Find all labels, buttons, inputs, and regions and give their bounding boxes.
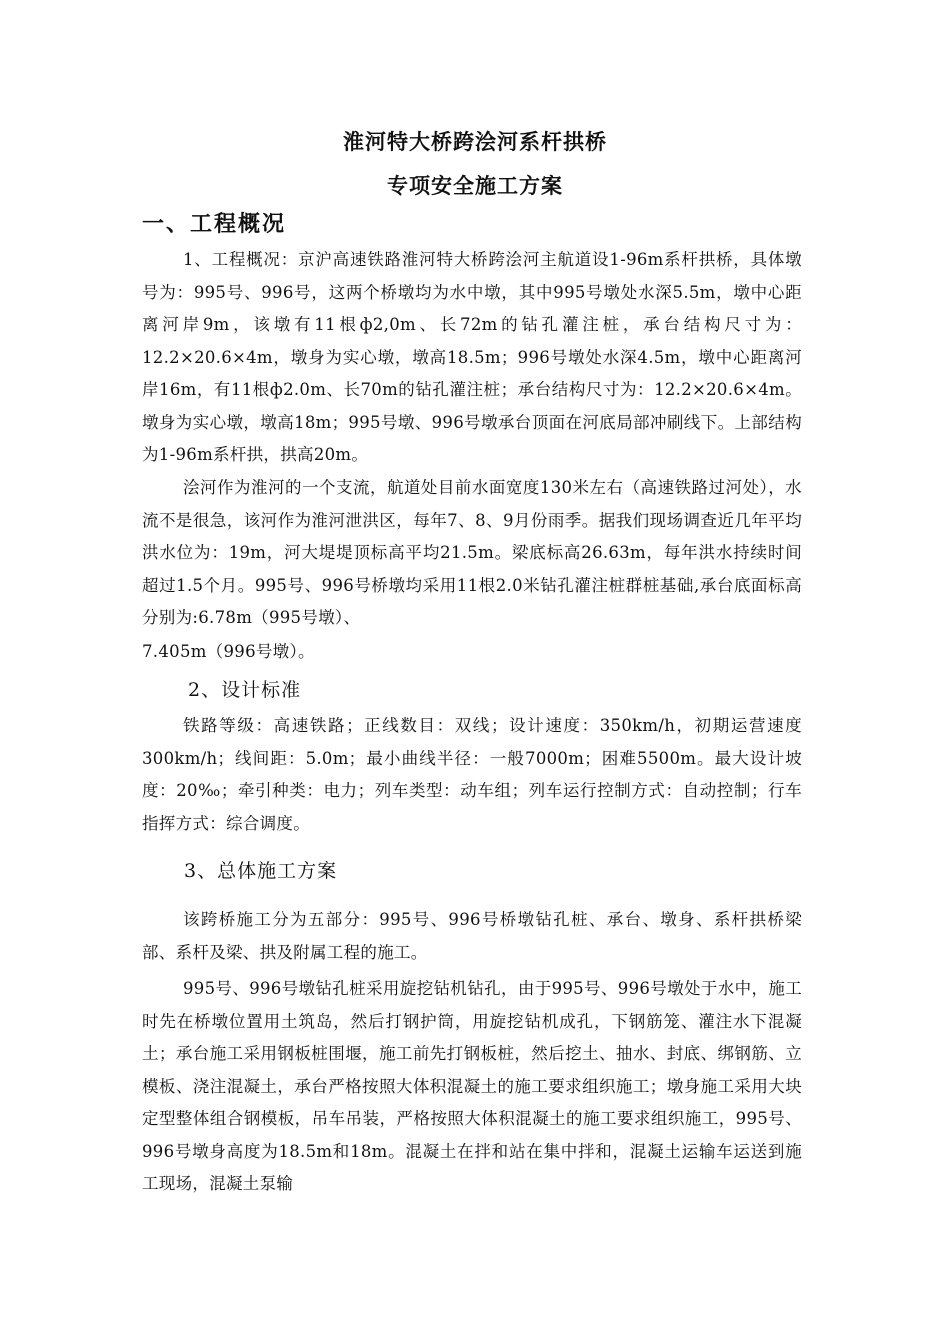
document-title: 淮河特大桥跨浍河系杆拱桥 <box>343 129 607 154</box>
subheading-design-standard: 2、设计标准 <box>188 679 302 701</box>
paragraph-design-standard: 铁路等级：高速铁路；正线数目：双线；设计速度：350km/h，初期运营速度300km/h；线间距：5.0m；最小曲线半径：一般7000m；困难5500m。最大设计坡度：20‰；牵引种类：电力；列车类型：动车组；列车运行控制方式：自动控制；行车指挥方式：综合调度。 <box>142 716 802 833</box>
paragraph-river-conditions-tail: 7.405m（996号墩）。 <box>142 642 315 661</box>
document-subtitle: 专项安全施工方案 <box>387 173 563 198</box>
section-heading-overview: 一、工程概况 <box>142 211 287 237</box>
paragraph-river-conditions: 浍河作为淮河的一个支流，航道处目前水面宽度130米左右（高速铁路过河处），水流不是很急，该河作为淮河泄洪区，每年7、8、9月份雨季。据我们现场调查近几年平均洪水位为：19m，河大堤堤顶标高平均21.5m。梁底标高26.63m，每年洪水持续时间超过1.5个月。995号、996号桥墩均采用11根2.0米钻孔灌注桩群桩基础,承台底面标高分别为:6.78m（995号墩）、 <box>142 478 802 627</box>
paragraph-construction-method: 995号、996号墩钻孔桩采用旋挖钻机钻孔，由于995号、996号墩处于水中，施工时先在桥墩位置用土筑岛，然后打钢护筒，用旋挖钻机成孔，下钢筋笼、灌注水下混凝土；承台施工采用钢板桩围堰，施工前先打钢板桩，然后挖土、抽水、封底、绑钢筋、立模板、浇注混凝土，承台严格按照大体积混凝土的施工要求组织施工；墩身施工采用大块定型整体组合钢模板，吊车吊装，严格按照大体积混凝土的施工要求组织施工，995号、996号墩身高度为18.5m和18m。混凝土在拌和站在集中拌和，混凝土运输车运送到施工现场，混凝土泵输 <box>142 979 802 1193</box>
paragraph-construction-parts: 该跨桥施工分为五部分：995号、996号桥墩钻孔桩、承台、墩身、系杆拱桥梁部、系杆及梁、拱及附属工程的施工。 <box>142 910 802 962</box>
paragraph-project-overview: 1、工程概况：京沪高速铁路淮河特大桥跨浍河主航道设1-96m系杆拱桥，具体墩号为：995号、996号，这两个桥墩均为水中墩，其中995号墩处水深5.5m，墩中心距离河岸9m，该墩有11根ф2,0m、长72m的钻孔灌注桩，承台结构尺寸为：12.2×20.6×4m，墩身为实心墩，墩高18.5m；996号墩处水深4.5m，墩中心距离河岸16m，有11根ф2.0m、长70m的钻孔灌注桩；承台结构尺寸为：12.2×20.6×4m。墩身为实心墩，墩高18m；995号墩、996号墩承台顶面在河底局部冲刷线下。上部结构为1-96m系杆拱，拱高20m。 <box>142 250 802 464</box>
subheading-construction-plan: 3、总体施工方案 <box>184 860 338 882</box>
